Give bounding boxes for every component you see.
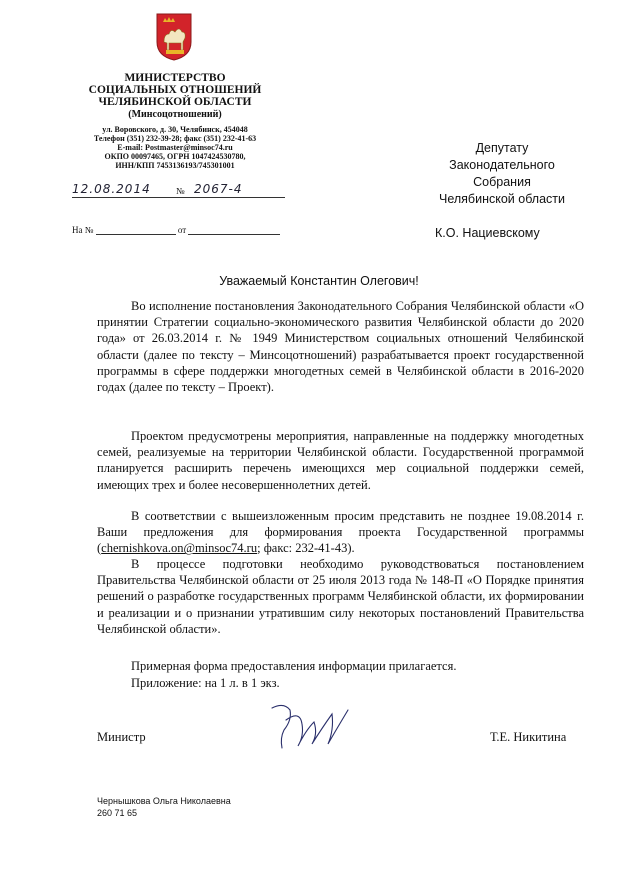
addressee-line-1: Депутату — [475, 141, 529, 155]
executor-phone: 260 71 65 — [97, 808, 138, 818]
paragraph-3-text-end: ; факс: 232-41-43). — [257, 541, 355, 556]
contact-email-link[interactable]: chernishkova.on@minsoc74.ru — [101, 541, 258, 556]
registration-line — [72, 182, 285, 200]
org-phone: Телефон (351) 232-39-28; факс (351) 232-41-63 — [93, 134, 257, 143]
org-email: E-mail: Postmaster@minsoc74.ru — [117, 143, 233, 152]
org-address: ул. Воровского, д. 30, Челябинск, 454048 — [102, 125, 248, 134]
attachment-note: Приложение: на 1 л. в 1 экз. — [131, 676, 280, 690]
body-paragraph-4: В процессе подготовки необходимо руководствоваться постановлением Правительства Челябинской области от 25 июля 2013 года № 148-П «О Порядке принятия решений о разработке государственных программ Челябинской области, их формировании и реализации и о признании утратившим силу некоторых постановлений Правительства Челябинской области». — [97, 557, 584, 636]
registration-number-label: № — [176, 186, 185, 196]
addressee-name: К.О. Нациевскому — [435, 226, 540, 240]
addressee-line-3: Собрания — [473, 175, 531, 189]
paragraph-3-text-start: В соответствии с вышеизложенным просим представить не позднее 19.08.2014 г. Ваши предложения для формирования проекта Государственной программы ( — [97, 509, 584, 556]
org-okpo: ОКПО 00097465, ОГРН 1047424530780, — [104, 152, 246, 161]
registration-number: 2067-4 — [194, 182, 243, 196]
org-name-line-2: СОЦИАЛЬНЫХ ОТНОШЕНИЙ — [88, 84, 262, 96]
addressee-line-2: Законодательного — [449, 158, 555, 172]
reference-from-label: от — [177, 225, 187, 235]
org-name-line-3: ЧЕЛЯБИНСКОЙ ОБЛАСТИ — [98, 96, 252, 108]
addressee-line-4: Челябинской области — [439, 192, 565, 206]
signer-position: Министр — [97, 730, 146, 744]
body-paragraph-2: Проектом предусмотрены мероприятия, направленные на поддержку многодетных семей, реализуемые на территории Челябинской области. Государственной программой планируется расширить перечень имеющихся мер социальной поддержки семей, имеющих трех и более несовершеннолетних детей. — [97, 429, 584, 492]
org-name-line-1: МИНИСТЕРСТВО — [124, 72, 226, 84]
org-inn: ИНН/КПП 7453136193/745301001 — [115, 161, 235, 170]
coat-of-arms-icon — [155, 12, 193, 62]
registration-date: 12.08.2014 — [72, 182, 151, 196]
reference-line — [72, 225, 280, 235]
registration-underline — [72, 197, 285, 198]
signer-name: Т.Е. Никитина — [490, 730, 567, 744]
reference-number-blank — [96, 225, 176, 235]
greeting: Уважаемый Константин Олегович! — [219, 274, 419, 288]
org-short-name: (Минсоцотношений) — [128, 109, 222, 120]
reference-number-label: На № — [72, 225, 94, 235]
handwritten-signature — [262, 700, 362, 762]
body-paragraph-5: Примерная форма предоставления информации прилагается. — [131, 659, 457, 673]
body-paragraph-3 — [97, 508, 584, 557]
body-paragraph-1: Во исполнение постановления Законодательного Собрания Челябинской области «О принятии Стратегии социально-экономического развития Челябинской области до 2020 года» от 26.03.2014 г. № 1949 Министерством социальных отношений Челябинской области (далее по тексту – Минсоцотношений) разрабатывается проект государственной программы в сфере поддержки многодетных семей в Челябинской области в 2016-2020 годах (далее по тексту – Проект). — [97, 299, 584, 395]
executor-name: Чернышкова Ольга Николаевна — [97, 796, 231, 806]
reference-date-blank — [188, 225, 280, 235]
